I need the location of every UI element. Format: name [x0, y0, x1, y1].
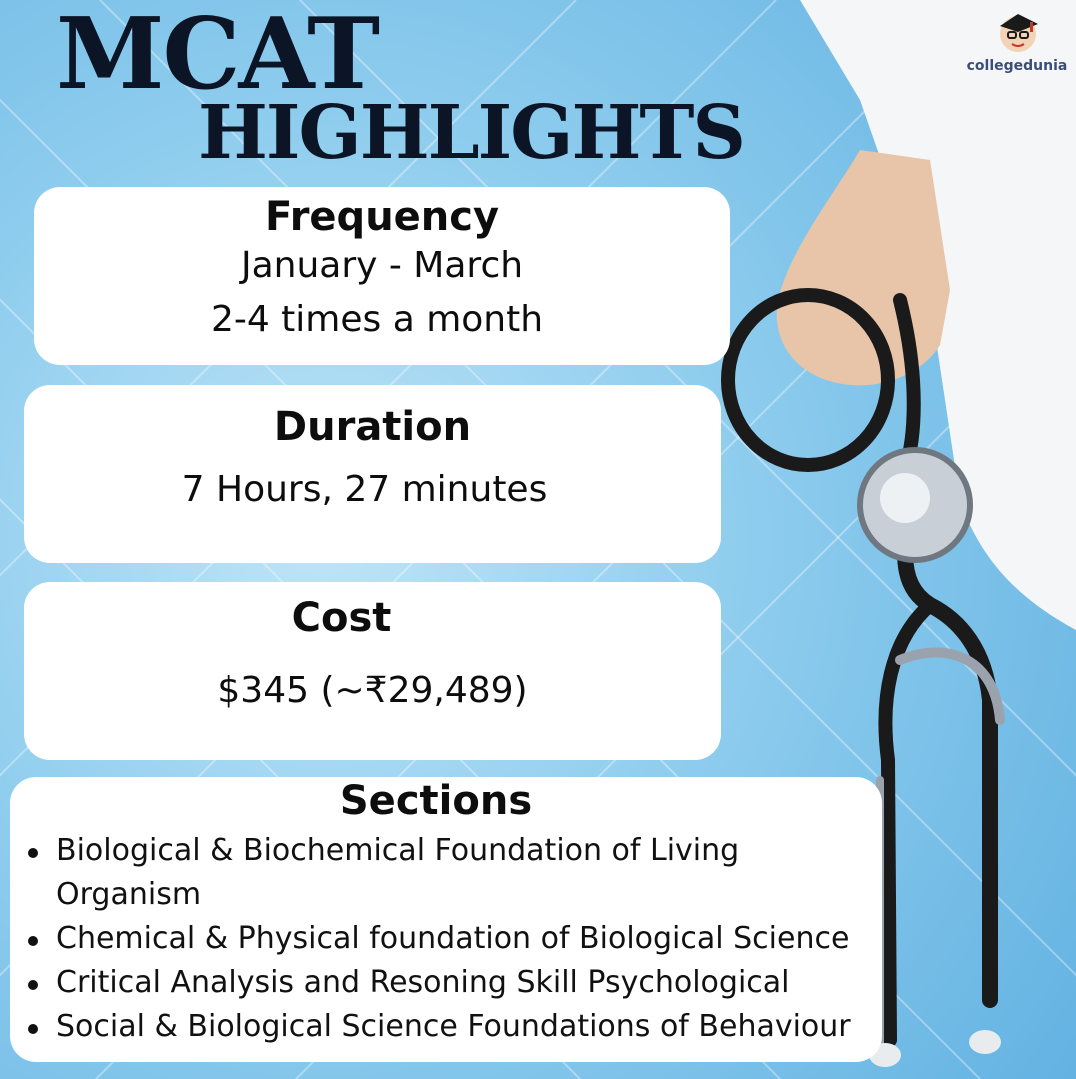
- frequency-months: January - March: [240, 245, 524, 286]
- frequency-times: 2-4 times a month: [210, 299, 544, 340]
- duration-heading: Duration: [273, 404, 472, 450]
- frequency-heading: Frequency: [264, 194, 500, 240]
- cost-heading: Cost: [291, 595, 392, 641]
- list-item: Critical Analysis and Resoning Skill Psychological: [56, 961, 882, 1005]
- cost-card: [24, 582, 721, 760]
- logo-text: collegedunia: [966, 58, 1068, 74]
- list-item: Social & Biological Science Foundations of Behaviour: [56, 1005, 882, 1049]
- page-title-line2: HIGHLIGHTS: [198, 90, 744, 176]
- list-item: Biological & Biochemical Foundation of Living Organism: [56, 829, 882, 917]
- frequency-card: [34, 187, 730, 365]
- cost-value: $345 (~₹29,489): [217, 670, 528, 711]
- sections-heading: Sections: [339, 778, 533, 824]
- sections-list: [10, 829, 882, 1049]
- duration-card: [24, 385, 721, 563]
- duration-value: 7 Hours, 27 minutes: [181, 469, 548, 510]
- page-title-line1: MCAT: [56, 0, 379, 112]
- doctor-hand: [777, 150, 950, 385]
- student-mascot-icon: [980, 4, 1070, 64]
- list-item: Chemical & Physical foundation of Biological Science: [56, 917, 882, 961]
- sections-card: [10, 777, 882, 1062]
